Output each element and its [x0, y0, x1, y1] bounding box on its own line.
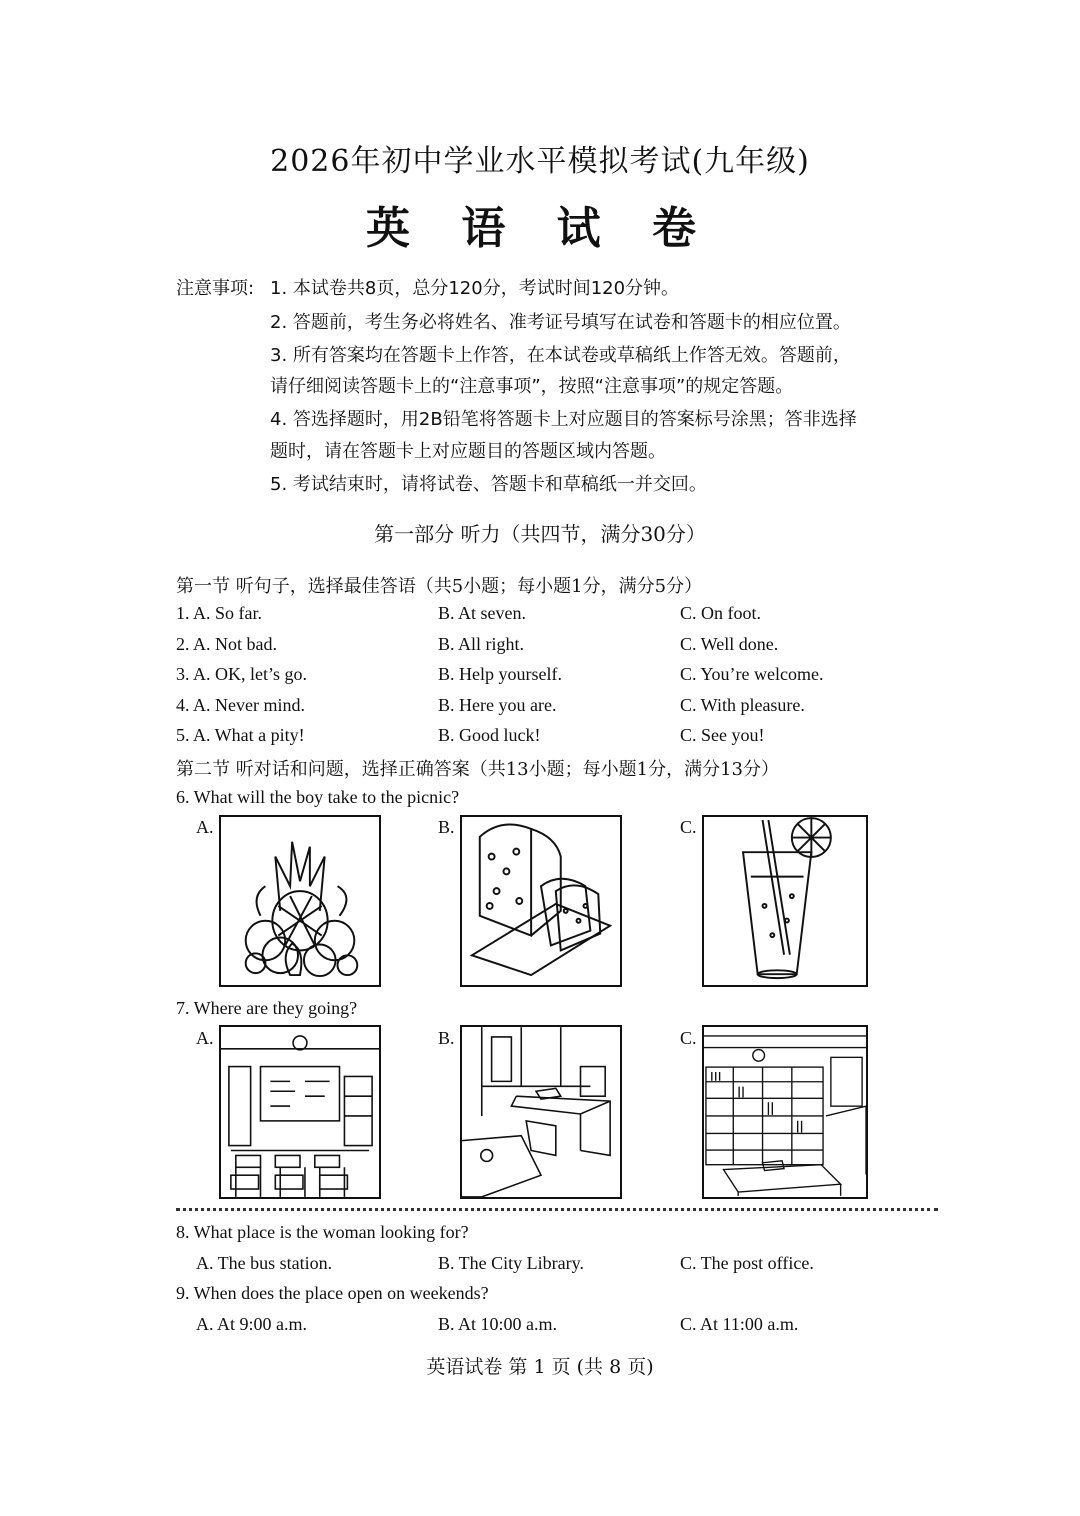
notice-item-3: 3. 所有答案均在答题卡上作答，在本试卷或草稿纸上作答无效。答题前，: [270, 345, 851, 366]
q7-label-a: A.: [196, 1028, 214, 1048]
q9-stem: 9. When does the place open on weekends?: [176, 1283, 489, 1303]
notice-item-4: 4. 答选择题时，用2B铅笔将答题卡上对应题目的答案标号涂黑；答非选择: [270, 409, 857, 430]
q5-option-c: C. See you!: [680, 725, 765, 745]
q4-option-a: 4. A. Never mind.: [176, 695, 305, 715]
q9-option-a: A. At 9:00 a.m.: [196, 1314, 307, 1334]
q8-option-a: A. The bus station.: [196, 1253, 333, 1273]
library-picture: [702, 1025, 868, 1199]
q8-stem: 8. What place is the woman looking for?: [176, 1222, 469, 1242]
q8-option-c: C. The post office.: [680, 1253, 814, 1273]
page-footer: 英语试卷 第 1 页 (共 8 页): [426, 1356, 654, 1378]
notice-item-2: 2. 答题前，考生务必将姓名、准考证号填写在试卷和答题卡的相应位置。: [270, 312, 851, 333]
notice-item-4-cont: 题时，请在答题卡上对应题目的答题区域内答题。: [270, 441, 666, 462]
q9-option-b: B. At 10:00 a.m.: [438, 1314, 558, 1334]
classroom-picture: [219, 1025, 381, 1199]
q7-label-c: C.: [680, 1028, 697, 1048]
q7-stem: 7. Where are they going?: [176, 998, 358, 1018]
notice-item-3-cont: 请仔细阅读答题卡上的“注意事项”，按照“注意事项”的规定答题。: [270, 376, 794, 397]
notice-label: 注意事项:: [176, 278, 255, 299]
dotted-separator: [176, 1208, 938, 1211]
q2-option-c: C. Well done.: [680, 634, 779, 654]
q1-option-a: 1. A. So far.: [176, 603, 263, 623]
q4-option-c: C. With pleasure.: [680, 695, 805, 715]
bedroom-picture: [460, 1025, 622, 1199]
q5-option-a: 5. A. What a pity!: [176, 725, 305, 745]
q5-option-b: B. Good luck!: [438, 725, 541, 745]
part1-title: 第一部分 听力（共四节，满分30分）: [374, 522, 706, 546]
q4-option-b: B. Here you are.: [438, 695, 557, 715]
q7-label-b: B.: [438, 1028, 455, 1048]
bread-picture: [460, 815, 622, 987]
section2-title: 第二节 听对话和问题，选择正确答案（共13小题；每小题1分，满分13分）: [176, 759, 779, 780]
q6-stem: 6. What will the boy take to the picnic?: [176, 787, 460, 807]
q3-option-a: 3. A. OK, let’s go.: [176, 664, 308, 684]
q3-option-b: B. Help yourself.: [438, 664, 562, 684]
section1-title: 第一节 听句子，选择最佳答语（共5小题；每小题1分，满分5分）: [176, 576, 703, 597]
q8-option-b: B. The City Library.: [438, 1253, 584, 1273]
q6-label-b: B.: [438, 817, 455, 837]
q6-label-c: C.: [680, 817, 697, 837]
notice-item-1: 1. 本试卷共8页，总分120分，考试时间120分钟。: [270, 278, 680, 299]
q9-option-c: C. At 11:00 a.m.: [680, 1314, 799, 1334]
juice-picture: [702, 815, 868, 987]
exam-title: 2026年初中学业水平模拟考试(九年级): [270, 144, 810, 179]
q2-option-a: 2. A. Not bad.: [176, 634, 277, 654]
subject-title: 英 语 试 卷: [366, 203, 714, 254]
q1-option-b: B. At seven.: [438, 603, 526, 623]
q3-option-c: C. You’re welcome.: [680, 664, 824, 684]
fruit-picture: [219, 815, 381, 987]
q6-label-a: A.: [196, 817, 214, 837]
q2-option-b: B. All right.: [438, 634, 525, 654]
q1-option-c: C. On foot.: [680, 603, 761, 623]
notice-item-5: 5. 考试结束时，请将试卷、答题卡和草稿纸一并交回。: [270, 474, 707, 495]
